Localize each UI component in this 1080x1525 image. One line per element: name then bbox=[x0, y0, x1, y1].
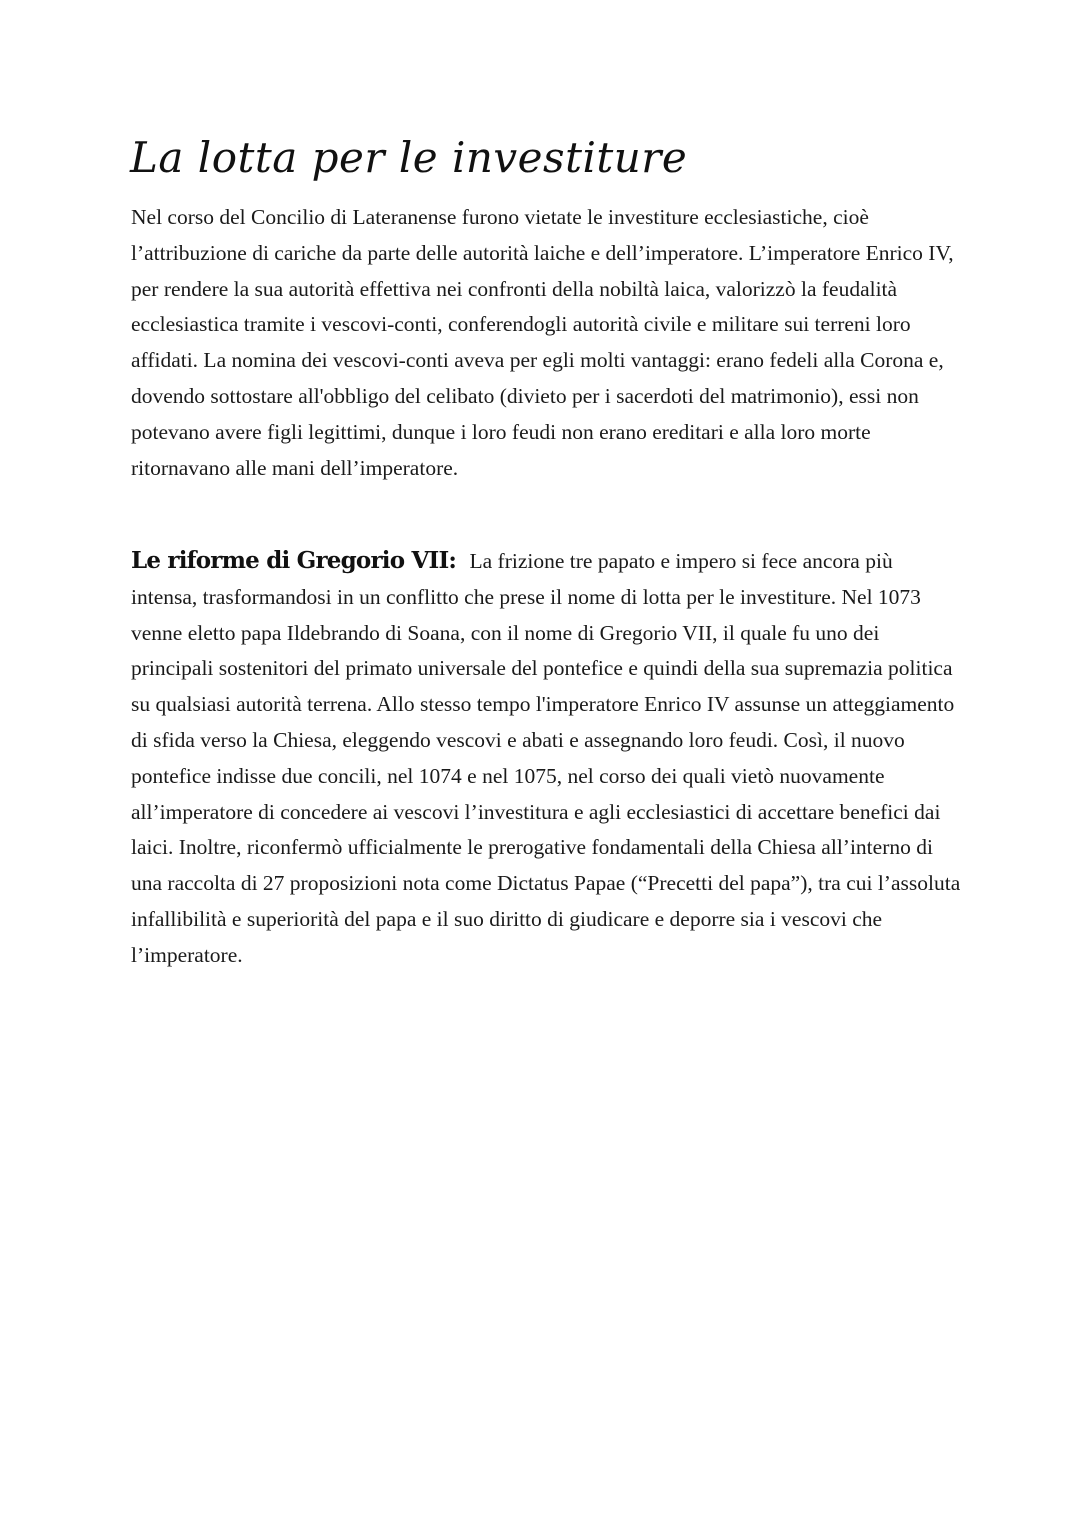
reforms-paragraph-text: La frizione tre papato e impero si fece ancora più intensa, trasformandosi in un conflitto che prese il nome di lotta per le investiture. Nel 1073 venne eletto papa Ildebrando di Soana, con il nome di Gregorio VII, il quale fu uno dei principali sostenitori del primato universale del pontefice e quindi della sua supremazia politica su qualsiasi autorità terrena. Allo stesso tempo l'imperatore Enrico IV assunse un atteggiamento di sfida verso la Chiesa, eleggendo vescovi e abati e assegnando loro feudi. Così, il nuovo pontefice indisse due concili, nel 1074 e nel 1075, nel corso dei quali vietò nuovamente all’imperatore di concedere ai vescovi l’investitura e agli ecclesiastici di accettare benefici dai laici. Inoltre, riconfermò ufficialmente le prerogative fondamentali della Chiesa all’interno di una raccolta di 27 proposizioni nota come Dictatus Papae (“Precetti del papa”), tra cui l’assoluta infallibilità e superiorità del papa e il suo diritto di giudicare e deporre sia i vescovi che l’imperatore. bbox=[131, 549, 961, 967]
intro-paragraph bbox=[131, 200, 961, 486]
page-title: La lotta per le investiture bbox=[130, 133, 688, 182]
intro-paragraph-text: Nel corso del Concilio di Lateranense furono vietate le investiture ecclesiastiche, cioè l’attribuzione di cariche da parte delle autorità laiche e dell’imperatore. L’imperatore Enrico IV, per rendere la sua autorità effettiva nei confronti della nobiltà laica, valorizzò la feudalità ecclesiastica tramite i vescovi-conti, conferendogli autorità civile e militare sui terreni loro affidati. La nomina dei vescovi-conti aveva per egli molti vantaggi: erano fedeli alla Corona e, dovendo sottostare all'obbligo del celibato (divieto per i sacerdoti del matrimonio), essi non potevano avere figli legittimi, dunque i loro feudi non erano ereditari e alla loro morte ritornavano alle mani dell’imperatore. bbox=[131, 205, 954, 480]
section-heading: Le riforme di Gregorio VII: bbox=[131, 547, 457, 574]
reforms-paragraph bbox=[131, 543, 961, 974]
